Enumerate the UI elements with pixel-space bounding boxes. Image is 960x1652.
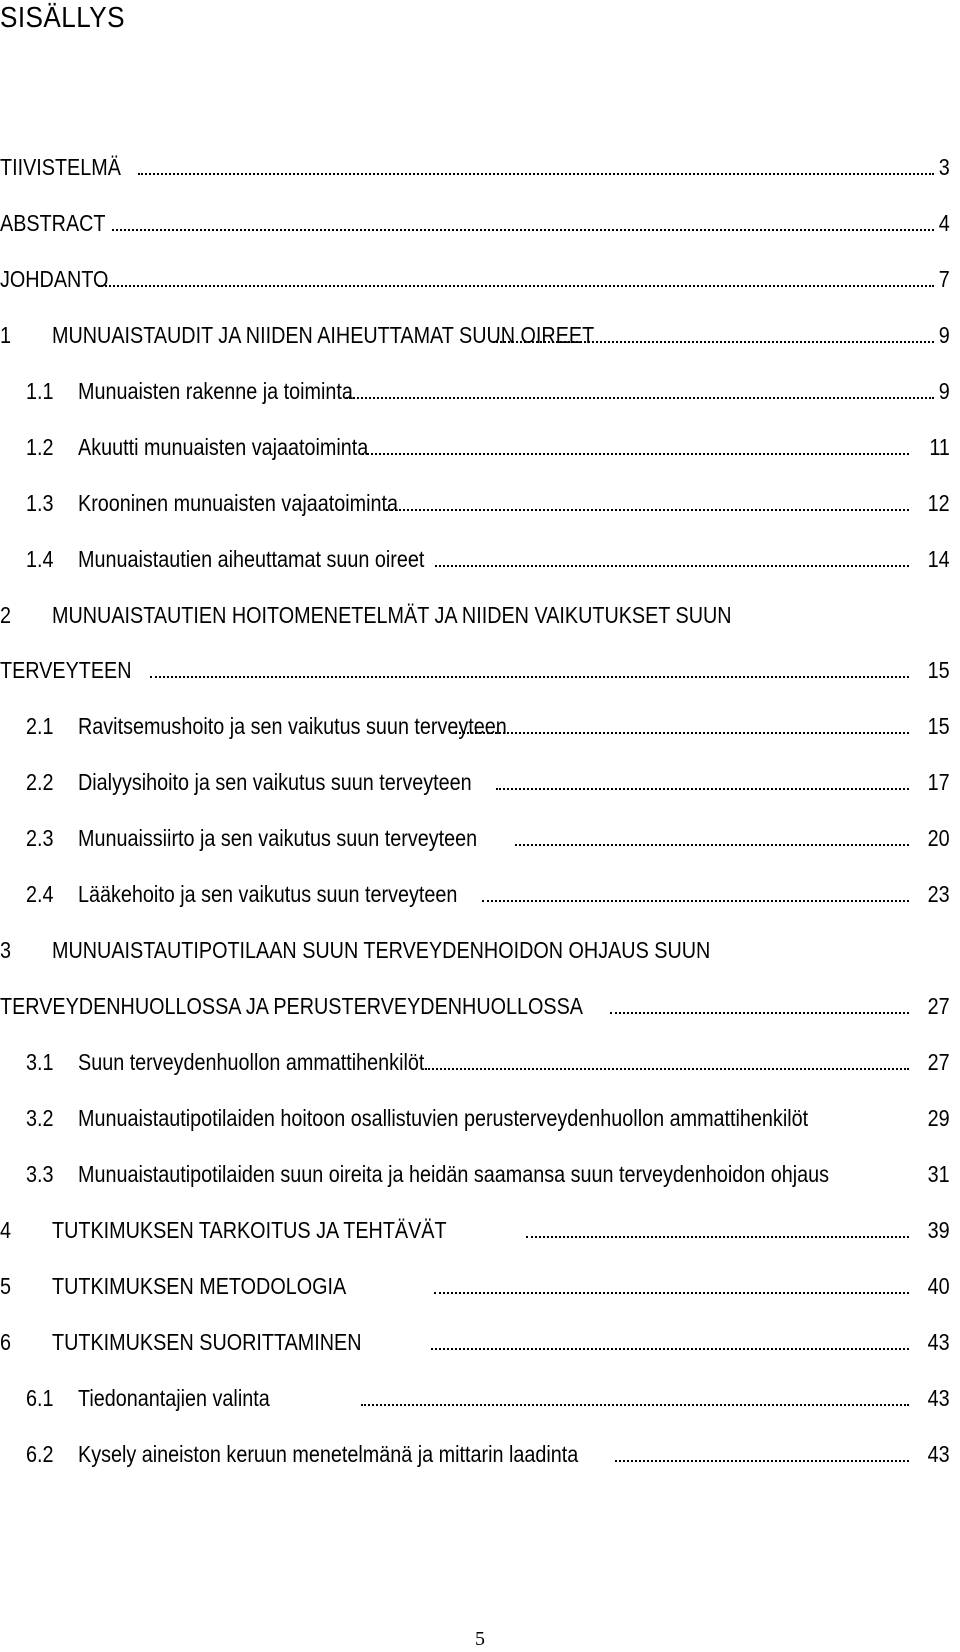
toc-page-number: 3 [938, 154, 950, 180]
toc-section-number: 1.3 [26, 490, 54, 516]
toc-entry[interactable] [0, 655, 960, 685]
toc-section-title: Kysely aineiston keruun menetelmänä ja mittarin laadinta [78, 1441, 579, 1467]
toc-section-title: Munuaistautien aiheuttamat suun oireet [78, 546, 425, 572]
toc-section-number: 2.1 [26, 713, 54, 739]
toc-page-number: 20 [927, 825, 950, 851]
toc-entry[interactable] [0, 544, 960, 574]
toc-dot-leader [435, 565, 909, 567]
toc-section-number: 1.4 [26, 546, 54, 572]
toc-dot-leader [362, 453, 909, 455]
toc-entry[interactable] [0, 1047, 960, 1077]
toc-entry[interactable] [0, 208, 960, 238]
toc-section-number: 2.4 [26, 881, 54, 907]
toc-section-title: MUNUAISTAUTIEN HOITOMENETELMÄT JA NIIDEN VAIKUTUKSET SUUN [52, 602, 732, 628]
toc-section-title: TUTKIMUKSEN METODOLOGIA [52, 1273, 347, 1299]
toc-section-title: MUNUAISTAUTIPOTILAAN SUUN TERVEYDENHOIDON OHJAUS SUUN [52, 937, 711, 963]
toc-entry[interactable] [0, 1215, 960, 1245]
toc-section-number: 2.3 [26, 825, 54, 851]
toc-entry[interactable] [0, 488, 960, 518]
toc-dot-leader [434, 1292, 909, 1294]
toc-section-title: TIIVISTELMÄ [0, 154, 121, 180]
toc-entry[interactable] [0, 320, 960, 350]
toc-entry[interactable] [0, 1103, 960, 1133]
toc-entry[interactable] [0, 432, 960, 462]
toc-section-title: Krooninen munuaisten vajaatoiminta [78, 490, 398, 516]
toc-section-number: 3.1 [26, 1049, 54, 1075]
toc-section-number: 3 [0, 937, 12, 963]
toc-entry[interactable] [0, 376, 960, 406]
toc-section-title: Akuutti munuaisten vajaatoiminta [78, 434, 369, 460]
toc-page-number: 15 [927, 713, 950, 739]
toc-section-number: 1.2 [26, 434, 54, 460]
toc-section-number: 2.2 [26, 769, 54, 795]
toc-dot-leader [515, 844, 909, 846]
toc-entry[interactable] [0, 152, 960, 182]
toc-dot-leader [610, 1012, 909, 1014]
toc-entry[interactable] [0, 711, 960, 741]
toc-entry[interactable] [0, 767, 960, 797]
toc-page-number: 43 [927, 1329, 950, 1355]
toc-entry[interactable] [0, 264, 960, 294]
toc-section-title: TERVEYDENHUOLLOSSA JA PERUSTERVEYDENHUOLLOSSA [0, 993, 583, 1019]
toc-entry[interactable] [0, 1327, 960, 1357]
toc-page-number: 9 [938, 322, 950, 348]
toc-dot-leader [98, 285, 934, 287]
toc-entry[interactable] [0, 1383, 960, 1413]
toc-page-number: 31 [927, 1161, 950, 1187]
toc-page-number: 27 [927, 993, 950, 1019]
toc-section-number: 2 [0, 602, 12, 628]
toc-entry[interactable] [0, 823, 960, 853]
toc-section-title: TUTKIMUKSEN SUORITTAMINEN [52, 1329, 362, 1355]
toc-section-title: Dialyysihoito ja sen vaikutus suun terveyteen [78, 769, 472, 795]
toc-page-number: 27 [927, 1049, 950, 1075]
toc-page-number: 7 [938, 266, 950, 292]
toc-section-title: TERVEYTEEN [0, 657, 132, 683]
toc-dot-leader [346, 397, 934, 399]
toc-page-number: 14 [927, 546, 950, 572]
toc-dot-leader [615, 1460, 909, 1462]
toc-section-title: Munuaissiirto ja sen vaikutus suun terveyteen [78, 825, 478, 851]
toc-page-number: 43 [927, 1385, 950, 1411]
toc-section-number: 5 [0, 1273, 12, 1299]
toc-section-number: 1 [0, 322, 12, 348]
toc-section-title: MUNUAISTAUDIT JA NIIDEN AIHEUTTAMAT SUUN OIREET [52, 322, 595, 348]
toc-section-title: Munuaisten rakenne ja toiminta [78, 378, 353, 404]
toc-dot-leader [386, 509, 909, 511]
toc-section-number: 6 [0, 1329, 12, 1355]
toc-section-number: 1.1 [26, 378, 54, 404]
toc-section-number: 3.3 [26, 1161, 54, 1187]
page-title: SISÄLLYS [0, 2, 126, 34]
toc-dot-leader [138, 173, 934, 175]
toc-dot-leader [112, 229, 934, 231]
toc-section-title: Munuaistautipotilaiden suun oireita ja heidän saamansa suun terveydenhoidon ohjaus [78, 1161, 830, 1187]
toc-entry[interactable] [0, 1439, 960, 1469]
toc-section-number: 6.1 [26, 1385, 54, 1411]
toc-page-number: 23 [927, 881, 950, 907]
toc-page-number: 11 [929, 434, 950, 460]
toc-section-title: Ravitsemushoito ja sen vaikutus suun terveyteen [78, 713, 507, 739]
toc-section-title: ABSTRACT [0, 210, 106, 236]
toc-page-number: 4 [938, 210, 950, 236]
toc-section-title: Lääkehoito ja sen vaikutus suun terveyteen [78, 881, 458, 907]
toc-entry[interactable] [0, 991, 960, 1021]
toc-dot-leader [496, 788, 909, 790]
toc-entry[interactable] [0, 1271, 960, 1301]
toc-section-title: Munuaistautipotilaiden hoitoon osallistuvien perusterveydenhuollon ammattihenkilöt [78, 1105, 809, 1131]
toc-entry[interactable] [0, 879, 960, 909]
toc-section-number: 6.2 [26, 1441, 54, 1467]
toc-page-number: 12 [927, 490, 950, 516]
toc-dot-leader [425, 1068, 909, 1070]
toc-dot-leader [431, 1348, 909, 1350]
toc-page-number: 39 [927, 1217, 950, 1243]
toc-section-number: 3.2 [26, 1105, 54, 1131]
toc-page-number: 17 [927, 769, 950, 795]
toc-page-number: 29 [927, 1105, 950, 1131]
toc-entry[interactable] [0, 935, 960, 965]
toc-dot-leader [493, 341, 934, 343]
toc-page-number: 43 [927, 1441, 950, 1467]
toc-dot-leader [361, 1404, 909, 1406]
toc-dot-leader [482, 900, 909, 902]
toc-section-title: Suun terveydenhuollon ammattihenkilöt [78, 1049, 425, 1075]
toc-dot-leader [150, 676, 909, 678]
toc-page-number: 9 [938, 378, 950, 404]
toc-entry[interactable] [0, 600, 960, 630]
toc-section-title: Tiedonantajien valinta [78, 1385, 270, 1411]
page-number: 5 [475, 1628, 485, 1650]
toc-section-title: TUTKIMUKSEN TARKOITUS JA TEHTÄVÄT [52, 1217, 447, 1243]
toc-entry[interactable] [0, 1159, 960, 1189]
toc-section-title: JOHDANTO [0, 266, 109, 292]
toc-page-number: 15 [927, 657, 950, 683]
toc-section-number: 4 [0, 1217, 12, 1243]
toc-page-number: 40 [927, 1273, 950, 1299]
toc-dot-leader [455, 732, 909, 734]
toc-dot-leader [526, 1236, 909, 1238]
